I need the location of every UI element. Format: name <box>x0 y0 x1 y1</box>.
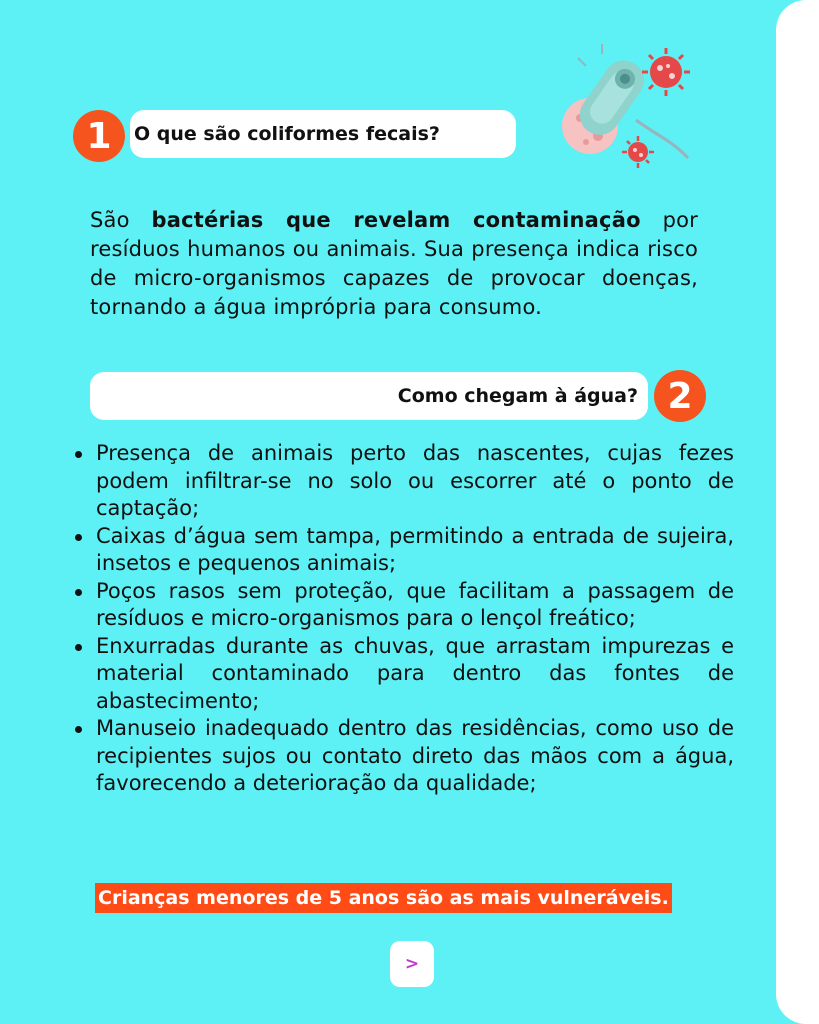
side-panel <box>776 0 819 1024</box>
definition-suffix: por resíduos humanos ou animais. Sua presença indica risco de micro-organismos capazes de provocar doenças, tornando a água imprópria para consumo. <box>90 208 698 319</box>
chevron-right-icon: > <box>404 954 420 974</box>
section-2-title-text: Como chegam à água? <box>397 385 638 407</box>
warning-banner: Crianças menores de 5 anos são as mais vulneráveis. <box>95 883 672 913</box>
section-1-title <box>130 110 516 158</box>
list-item: Presença de animais perto das nascentes, cujas fezes podem infiltrar-se no solo ou escorrer até o ponto de captação; <box>96 440 734 523</box>
list-item: Caixas d’água sem tampa, permitindo a entrada de sujeira, insetos e pequenos animais; <box>96 523 734 578</box>
next-button[interactable] <box>390 941 434 987</box>
coliform-definition <box>90 206 698 322</box>
step-number-1: 1 <box>73 110 125 162</box>
bacteria-icon <box>556 40 696 175</box>
section-2-title <box>90 372 648 420</box>
contamination-causes-list <box>72 440 734 798</box>
list-item: Poços rasos sem proteção, que facilitam a passagem de resíduos e micro-organismos para o lençol freático; <box>96 578 734 633</box>
definition-highlight: bactérias que revelam contaminação <box>151 208 641 232</box>
step-number-2: 2 <box>654 370 706 422</box>
list-item: Enxurradas durante as chuvas, que arrastam impurezas e material contaminado para dentro das fontes de abastecimento; <box>96 633 734 716</box>
section-1-title-text: O que são coliformes fecais? <box>134 123 440 145</box>
list-item: Manuseio inadequado dentro das residências, como uso de recipientes sujos ou contato direto das mãos com a água, favorecendo a deterioração da qualidade; <box>96 715 734 798</box>
definition-prefix: São <box>90 208 152 232</box>
